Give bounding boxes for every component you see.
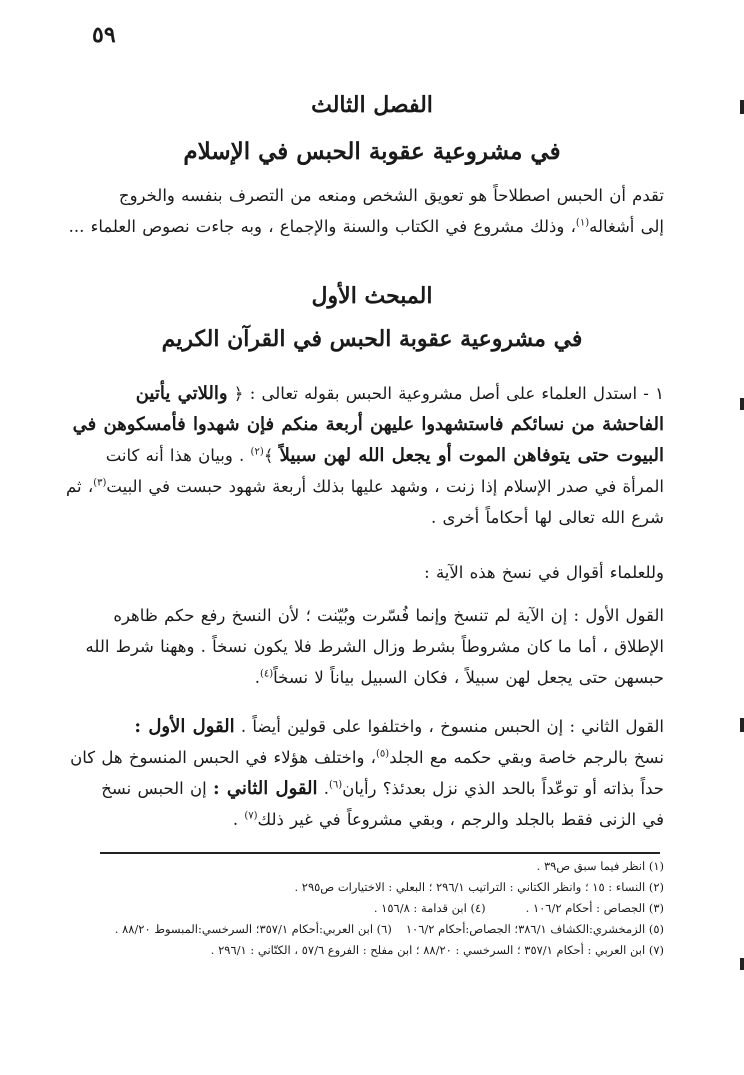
paragraph-1 [66, 378, 664, 533]
footnotes [90, 856, 664, 961]
footnote-ref-2: (٢) [250, 446, 264, 458]
scan-edge-mark [740, 718, 744, 732]
para4-line-1: القول الثاني : إن الحبس منسوخ ، واختلفوا على قولين أيضاً . القول الأول : [134, 716, 664, 737]
footnote-5: (٥) الزمخشري:الكشاف ٣٨٦/١؛ الجصاص:أحكام ١٠٦/٢ [405, 922, 664, 936]
footnote-ref-5: (٥) [376, 748, 390, 760]
footnote-6: (٦) ابن العربي:أحكام ٣٥٧/١؛ السرخسي:المبسوط ٨٨/٢٠ . [114, 922, 392, 936]
para1-line-1: ١ - استدل العلماء على أصل مشروعية الحبس بقوله تعالى : ﴿ واللاتي يأتين [135, 383, 664, 404]
footnote-7: (٧) ابن العربي : أحكام ٣٥٧/١ ؛ السرخسي : ٨٨/٢٠ ؛ ابن مفلح : الفروع ٥٧/٦ ، الكتّاني : ٢٩٦/١ . [210, 943, 664, 957]
footnote-ref-4: (٤) [259, 668, 274, 680]
intro-line-2: إلى أشغاله$^{(١)}$، وذلك مشروع في الكتاب والسنة والإجماع ، وبه جاءت نصوص العلماء ... [68, 217, 664, 236]
scan-edge-mark [740, 958, 744, 970]
chapter-title: الفصل الثالث [311, 92, 433, 118]
para1-line-3: البيوت حتى يتوفاهن الموت أو يجعل الله لهن سبيلاً ﴾$^{(٢)}$ . وبيان هذا أنه كانت [105, 445, 664, 466]
footnote-ref-6: (٦) [329, 779, 343, 791]
footnote-row-5-6 [90, 919, 664, 940]
para3-line-2: الإطلاق ، أما ما كان مشروطاً بشرط وزال الشرط فلا يكون نسخاً . وههنا شرط الله [85, 637, 664, 656]
paragraph-3 [80, 600, 664, 693]
footnote-2: (٢) النساء : ١٥ ؛ وانظر الكتاني : التراتيب ٢٩٦/١ ؛ البعلي : الاختيارات ص٢٩٥ . [294, 880, 664, 894]
footnote-4: (٤) ابن قدامة : ١٥٦/٨ . [373, 901, 486, 915]
section-title: المبحث الأول [311, 283, 433, 309]
footnote-ref-7: (٧) [244, 810, 258, 822]
section-subtitle: في مشروعية عقوبة الحبس في القرآن الكريم [161, 326, 583, 352]
para4-line-3: حداً بذاته أو توعّداً بالحد الذي نزل بعدئذ؟ رأيان$^{(٦)}$. القول الثاني : إن الحبس نسخ [101, 778, 664, 799]
intro-paragraph [68, 180, 664, 242]
intro-line-1: تقدم أن الحبس اصطلاحاً هو تعويق الشخص ومنعه من التصرف بنفسه والخروج [118, 186, 664, 205]
para1-line-5: شرع الله تعالى لها أحكاماً أخرى . [430, 508, 664, 527]
footnote-ref-1: (١) [575, 217, 590, 229]
para2-line-1: وللعلماء أقوال في نسخ هذه الآية : [424, 563, 664, 582]
footnote-divider [100, 852, 660, 854]
scan-edge-mark [740, 398, 744, 410]
scan-edge-mark [740, 100, 744, 114]
para4-line-4: في الزنى فقط بالجلد والرجم ، وبقي مشروعاً في غير ذلك$^{(٧)}$ . [232, 810, 664, 829]
para4-line-2: نسخ بالرجم خاصة وبقي حكمه مع الجلد$^{(٥)}$، واختلف هؤلاء في الحبس المنسوخ هل كان [70, 748, 664, 767]
footnote-row-3-4 [90, 898, 664, 919]
para3-line-1: القول الأول : إن الآية لم تنسخ وإنما فُسّرت وبُيّنت ؛ لأن النسخ رفع حكم ظاهره [113, 606, 664, 625]
footnote-1: (١) انظر فيما سبق ص٣٩ . [536, 859, 664, 873]
para3-line-3: حبسهن حتى يجعل لهن سبيلاً ، فكان السبيل بياناً لا نسخاً$^{(٤)}$. [254, 668, 664, 687]
page-number: ٥٩ [92, 22, 116, 48]
para1-line-4: المرأة في صدر الإسلام إذا زنت ، وشهد عليها بذلك أربعة شهود حبست في البيت$^{(٣)}$، ثم [66, 477, 664, 496]
para1-line-2: الفاحشة من نسائكم فاستشهدوا عليهن أربعة منكم فإن شهدوا فأمسكوهن في [72, 414, 664, 435]
paragraph-2 [80, 557, 664, 588]
footnote-ref-3: (٣) [93, 477, 107, 489]
footnote-3: (٣) الجصاص : أحكام ١٠٦/٢ . [525, 901, 664, 915]
paragraph-4 [70, 711, 664, 835]
chapter-subtitle: في مشروعية عقوبة الحبس في الإسلام [183, 138, 561, 165]
